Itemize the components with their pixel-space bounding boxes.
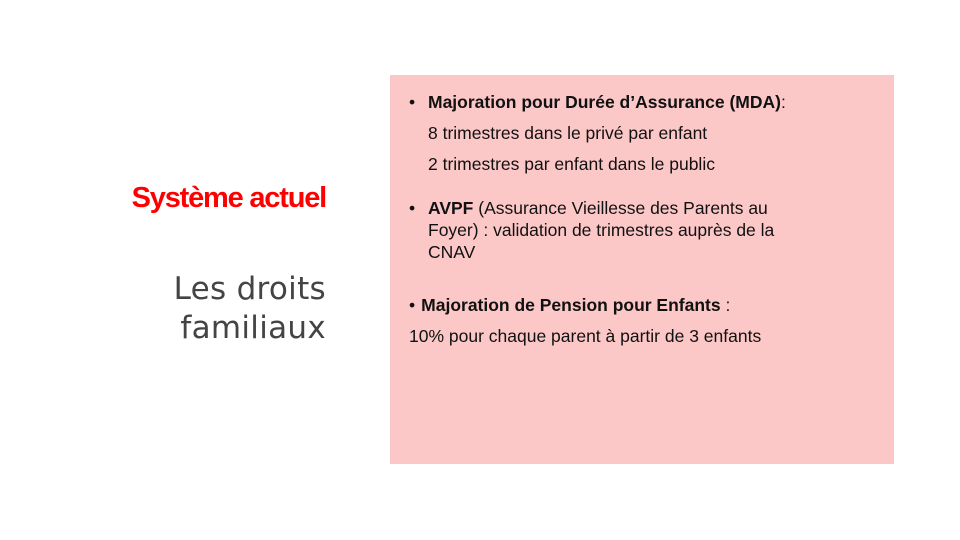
bullet-icon: •	[409, 198, 416, 218]
bullet-term: Majoration pour Durée d’Assurance (MDA)	[428, 92, 781, 112]
bullet-detail-line: 8 trimestres dans le privé par enfant	[428, 123, 708, 143]
bullet-item-pension	[409, 290, 879, 352]
bullet-heading	[428, 197, 879, 219]
bullet-icon: •	[409, 295, 416, 315]
bullet-list	[409, 87, 879, 352]
subtitle-line-1: Les droits	[173, 271, 326, 307]
bullet-detail-line: CNAV	[428, 242, 476, 262]
bullet-term: AVPF	[428, 198, 474, 218]
bullet-detail-line: 2 trimestres par enfant dans le public	[428, 154, 715, 174]
bullet-detail-line: Foyer) : validation de trimestres auprès de la	[428, 220, 775, 240]
subtitle-line-2: familiaux	[180, 310, 326, 346]
bullet-heading	[409, 290, 879, 321]
bullet-heading	[428, 87, 879, 118]
bullet-icon: •	[409, 92, 416, 112]
slide-subtitle	[40, 270, 326, 348]
bullet-term-suffix: (Assurance Vieillesse des Parents au	[473, 198, 768, 218]
bullet-term-suffix: :	[780, 92, 786, 112]
slide-title: Système actuel	[131, 182, 326, 214]
bullet-item-avpf	[409, 197, 879, 263]
bullet-detail-line: 10% pour chaque parent à partir de 3 enfants	[409, 326, 762, 346]
bullet-term-suffix: :	[720, 295, 731, 315]
bullet-term: Majoration de Pension pour Enfants	[421, 295, 721, 315]
bullet-item-mda	[409, 87, 879, 180]
